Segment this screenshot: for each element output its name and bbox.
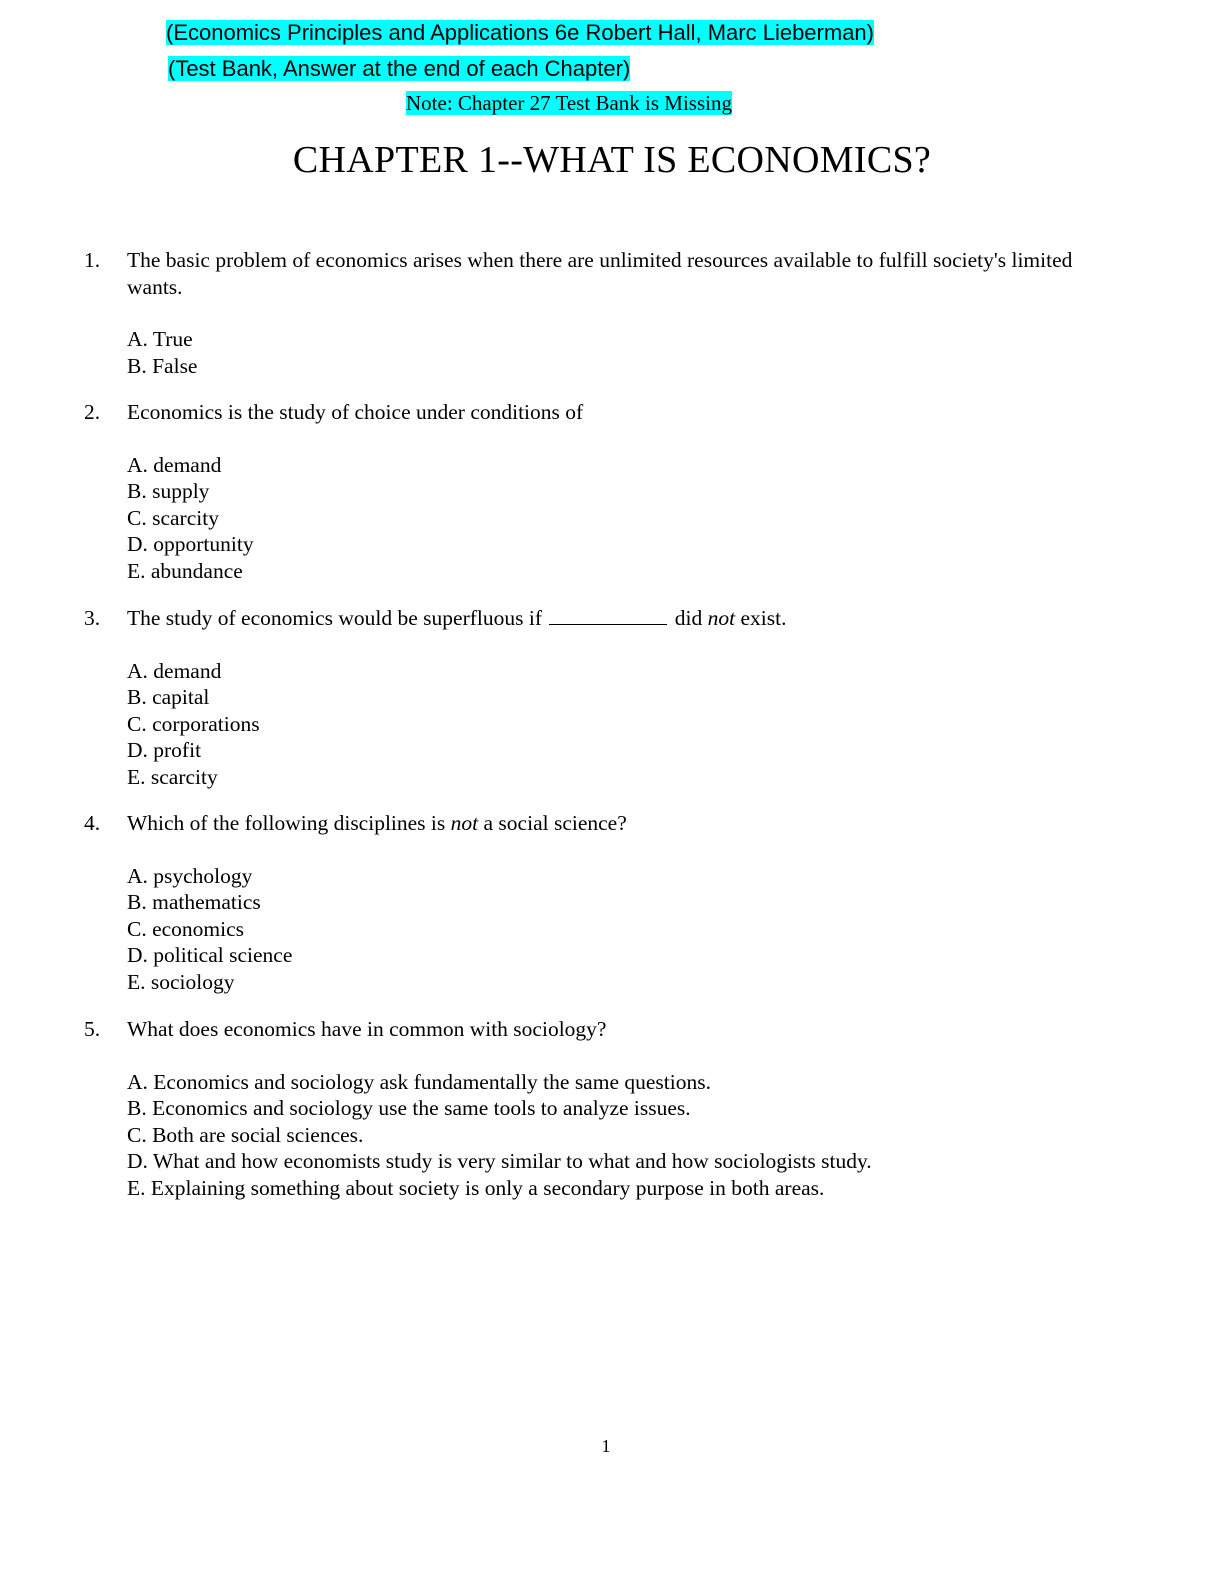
question-number: 3. — [84, 606, 101, 630]
option-c[interactable]: C. economics — [127, 916, 245, 941]
question-4 — [84, 810, 1124, 1017]
option-e[interactable]: E. sociology — [127, 969, 235, 994]
answer-options — [127, 1069, 1124, 1202]
question-text: What does economics have in common with sociology? — [127, 1017, 607, 1041]
question-text-end: a social science? — [483, 811, 627, 835]
question-text: The basic problem of economics arises when there are unlimited resources available to fulfill society's limited wants. — [127, 248, 1073, 299]
option-e[interactable]: E. abundance — [127, 558, 243, 583]
question-text — [127, 810, 1124, 837]
answer-options — [127, 658, 1124, 791]
option-b[interactable]: B. Economics and sociology use the same tools to analyze issues. — [127, 1096, 691, 1120]
question-3 — [84, 605, 1124, 812]
option-a[interactable]: A. psychology — [127, 863, 253, 888]
answer-options — [127, 326, 1124, 379]
answer-options — [127, 863, 1124, 996]
question-text: Economics is the study of choice under conditions of — [127, 400, 584, 424]
chapter-title: CHAPTER 1--WHAT IS ECONOMICS? — [292, 139, 932, 181]
header-missing-chapter-note: Note: Chapter 27 Test Bank is Missing — [406, 91, 732, 115]
option-b[interactable]: B. capital — [127, 685, 210, 709]
option-a[interactable]: A. Economics and sociology ask fundamentally the same questions. — [127, 1069, 711, 1094]
emphasis-text: not — [707, 606, 736, 630]
option-d[interactable]: D. What and how economists study is very similar to what and how sociologists study. — [127, 1149, 872, 1173]
option-d[interactable]: D. political science — [127, 943, 293, 967]
option-a[interactable]: A. demand — [127, 452, 222, 477]
option-c[interactable]: C. Both are social sciences. — [127, 1122, 364, 1147]
answer-blank — [549, 606, 667, 625]
option-c[interactable]: C. corporations — [127, 711, 260, 736]
option-b[interactable]: B. mathematics — [127, 890, 261, 914]
page-number: 1 — [601, 1436, 611, 1456]
option-b[interactable]: B. supply — [127, 479, 210, 503]
option-e[interactable]: E. Explaining something about society is only a secondary purpose in both areas. — [127, 1175, 825, 1200]
question-5 — [84, 1016, 1124, 1223]
question-number: 5. — [84, 1017, 101, 1041]
header-book-title: (Economics Principles and Applications 6e Robert Hall, Marc Lieberman) — [166, 20, 874, 45]
question-number: 4. — [84, 811, 101, 835]
option-d[interactable]: D. opportunity — [127, 532, 254, 556]
header-test-bank-note: (Test Bank, Answer at the end of each Chapter) — [168, 56, 631, 81]
question-number: 1. — [84, 248, 101, 272]
option-c[interactable]: C. scarcity — [127, 505, 219, 530]
option-a[interactable]: A. demand — [127, 658, 222, 683]
question-1 — [84, 247, 1124, 401]
question-2 — [84, 399, 1124, 606]
question-number: 2. — [84, 400, 101, 424]
option-a[interactable]: A. True — [127, 327, 193, 351]
question-text-end: exist. — [740, 606, 787, 630]
option-b[interactable]: B. False — [127, 353, 198, 378]
option-e[interactable]: E. scarcity — [127, 764, 218, 789]
question-text — [127, 605, 1124, 632]
question-text-middle: did — [674, 606, 703, 630]
question-text-start: Which of the following disciplines is — [127, 811, 446, 835]
emphasis-text: not — [450, 811, 479, 835]
answer-options — [127, 452, 1124, 585]
question-text-start: The study of economics would be superfluous if — [127, 606, 542, 630]
option-d[interactable]: D. profit — [127, 738, 202, 762]
